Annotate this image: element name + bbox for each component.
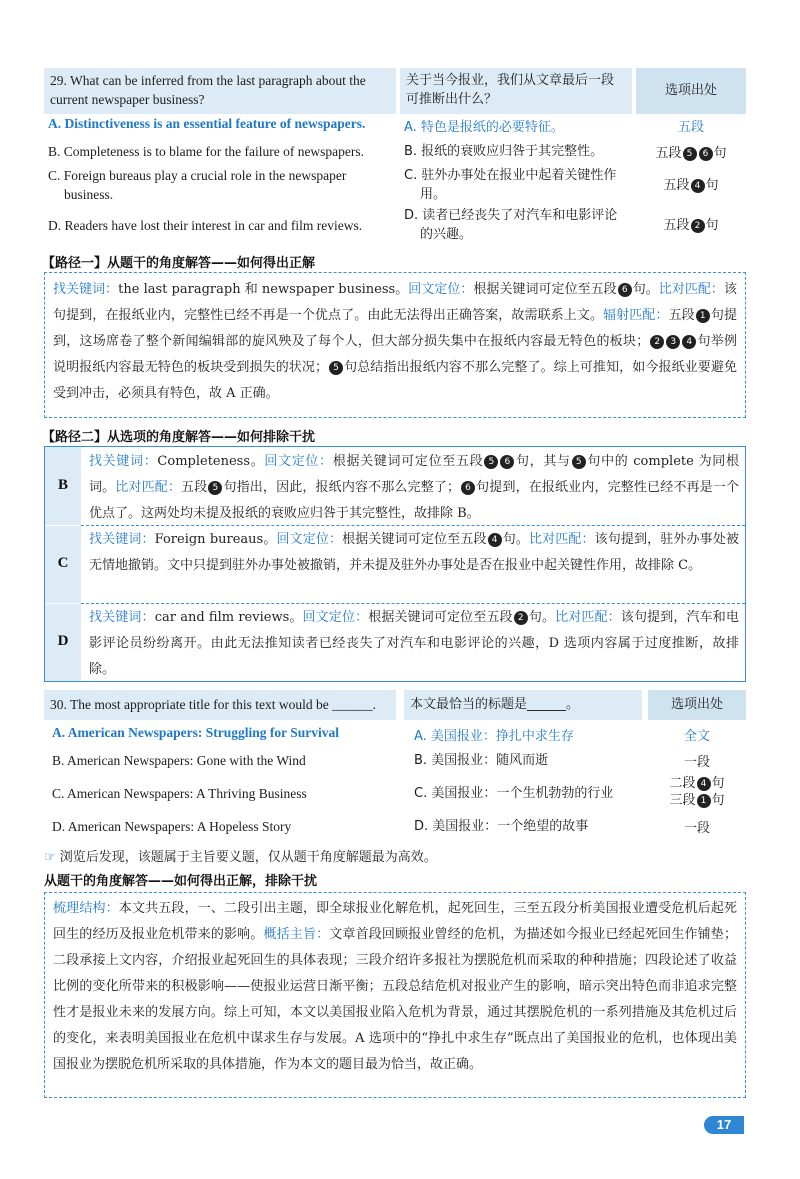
q30-option-b-en: B. American Newspapers: Gone with the Wind	[52, 753, 306, 768]
route1-panel	[44, 272, 746, 418]
q30-option-c-zh: C. 美国报业：一个生机勃勃的行业	[414, 786, 614, 801]
route2-c-text: 找关键词：Foreign bureaus。回文定位：根据关键词可定位至五段 4 句。比对匹配：该句提到，驻外办事处被无情地撤销。文中只提到驻外办事处被撤销，并未提及驻外办事处是否在报业中起关键性作用，故排除 C。	[89, 532, 739, 573]
q30-option-c-en: C. American Newspapers: A Thriving Business	[52, 786, 307, 801]
route2-letter-d: D	[57, 633, 69, 649]
q29-source-header-box	[636, 68, 746, 114]
q30-option-a-zh: A. 美国报业：挣扎中求生存	[414, 729, 574, 744]
q29-option-a-src: 五段	[677, 120, 704, 135]
q30-option-a-src: 全文	[683, 729, 710, 744]
q29-question-en: 29. What can be inferred from the last paragraph about the current newspaper business?	[50, 73, 366, 107]
q30-question-zh-box	[404, 690, 642, 720]
q29-option-a-zh: A. 特色是报纸的必要特征。	[404, 120, 564, 135]
q30-question-en: 30. The most appropriate title for this text would be ______.	[50, 697, 376, 712]
q29-option-c-en: C. Foreign bureaus play a crucial role in the newspaper business.	[48, 168, 347, 202]
q30-source-header-box	[648, 690, 746, 720]
q30-option-d-src: 一段	[683, 821, 710, 836]
route2-title: 【路径二】从选项的角度解答——如何排除干扰	[42, 430, 316, 445]
q30-route-title: 从题干的角度解答——如何得出正解，排除干扰	[44, 874, 318, 889]
route1-text: 找关键词：the last paragraph 和 newspaper business。回文定位：根据关键词可定位至五段 6 句。比对匹配：该句提到，在报纸业内，完整性已经不再是一个优点了。由此无法得出正确答案，故需联系上文。辐射匹配：五段 1 句提到，这场席卷了整个新闻编辑部的旋风殃及了每个人，但大部分损失集中在报纸内容最无特色的板块； 2 3 4 句举例说明报纸内容最无特色的板块受到损失的状况； 5 句总结指出报纸内容不那么完整了。综上可推知，如今报纸业要避免受到冲击，必须具有特色，故 A 正确。	[53, 282, 737, 401]
q30-option-b-zh: B. 美国报业：随风而逝	[414, 753, 549, 768]
q29-option-b-en: B. Completeness is to blame for the failure of newspapers.	[48, 144, 365, 159]
q30-note-text: 浏览后发现，该题属于主旨要义题，仅从题干角度解题最为高效。	[59, 850, 437, 865]
q30-source-header: 选项出处	[670, 697, 723, 712]
q30-option-b-src: 一段	[683, 755, 710, 770]
route2-table	[44, 446, 746, 682]
q29-option-d-en: D. Readers have lost their interest in car and film reviews.	[48, 218, 363, 233]
q30-note	[44, 846, 437, 865]
q30-question-zh: 本文最恰当的标题是______。	[410, 697, 580, 712]
q29-option-d-zh: D. 读者已经丧失了对汽车和电影评论的兴趣。	[404, 208, 618, 242]
q29-option-d-src: 五段 2 句	[663, 218, 719, 233]
q29-question-zh: 关于当今报业，我们从文章最后一段可推断出什么？	[406, 73, 615, 107]
q29-option-b-zh: B. 报纸的衰败应归咎于其完整性。	[404, 144, 604, 159]
route2-letter-b: B	[57, 477, 68, 493]
page-number: 17	[704, 1116, 744, 1134]
q30-option-d-en: D. American Newspapers: A Hopeless Story	[52, 819, 292, 834]
pointing-hand-icon: ☞	[44, 850, 56, 865]
q29-option-a-en: A. Distinctiveness is an essential feature of newspapers.	[48, 116, 366, 131]
q30-question-en-box	[44, 690, 396, 720]
q30-analysis-panel	[44, 892, 746, 1098]
route2-b-text: 找关键词：Completeness。回文定位：根据关键词可定位至五段 5 6 句，其与 5 句中的 complete 为同根词。比对匹配：五段 5 句指出，因此，报纸内容不那么完整了； 6 句提到，在报纸业内，完整性已经不再是一个优点了。这两处均未提及报纸的衰败应归咎于其完整性，故排除 B。	[89, 454, 739, 521]
q29-question-en-box	[44, 68, 396, 114]
q29-option-c-zh: C. 驻外办事处在报业中起着关键性作用。	[404, 168, 617, 202]
q29-option-c-src: 五段 4 句	[663, 178, 719, 193]
q30-option-c-src: 二段 4 句 三段 1 句	[669, 776, 725, 808]
q30-option-a-en: A. American Newspapers: Struggling for Survival	[52, 725, 339, 740]
route1-title: 【路径一】从题干的角度解答——如何得出正解	[42, 256, 316, 271]
route2-letter-c: C	[57, 555, 69, 571]
q29-question-zh-box	[400, 68, 632, 114]
q30-option-d-zh: D. 美国报业：一个绝望的故事	[414, 819, 589, 834]
q30-analysis-text: 梳理结构：本文共五段，一、二段引出主题，即全球报业化解危机，起死回生，三至五段分析美国报业遭受危机后起死回生的经历及报业危机带来的影响。概括主旨：文章首段回顾报业曾经的危机，为描述如今报业已经起死回生作铺垫；二段承接上文内容，介绍报业起死回生的具体表现；三段介绍许多报社为摆脱危机而采取的种种措施；四段论述了收益比例的变化所带来的积极影响——使报业运营日渐平衡；五段总结危机对报业产生的影响，暗示突出特色而非追求完整性才是报业未来的发展方向。综上可知，本文以美国报业陷入危机为背景，通过其摆脱危机的一系列措施及其危机过后的变化，来表明美国报业在危机中谋求生存与发展。A 选项中的“挣扎中求生存”既点出了美国报业的危机，也体现出美国报业为摆脱危机所采取的具体措施，作为本文的题目最为恰当，故正确。	[53, 901, 737, 1072]
q29-option-b-src: 五段 5 6 句	[655, 146, 727, 161]
route2-d-text: 找关键词：car and film reviews。回文定位：根据关键词可定位至五段 2 句。比对匹配：该句提到，汽车和电影评论员纷纷离开。由此无法推知读者已经丧失了对汽车和电影评论的兴趣，D 选项内容属于过度推断，故排除。	[89, 610, 739, 677]
q29-source-header: 选项出处	[664, 83, 717, 98]
